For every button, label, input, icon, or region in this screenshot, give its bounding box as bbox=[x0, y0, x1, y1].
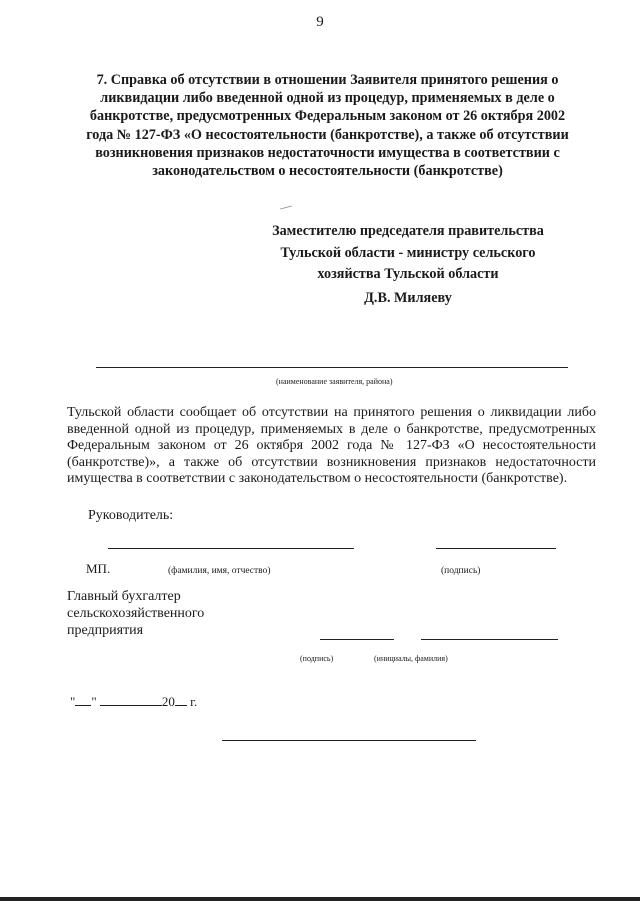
heading-line: года № 127-ФЗ «О несостоятельности (банкротстве), а также об отсутствии bbox=[86, 126, 569, 143]
applicant-caption: (наименование заявителя, района) bbox=[276, 377, 393, 386]
heading-line: законодательством о несостоятельности (банкротстве) bbox=[152, 163, 503, 180]
director-label: Руководитель: bbox=[88, 508, 174, 523]
month-blank bbox=[100, 694, 162, 706]
year-prefix: 20 bbox=[161, 694, 175, 709]
day-blank bbox=[75, 694, 91, 706]
date-line bbox=[70, 694, 197, 710]
scan-artifact bbox=[232, 0, 342, 2]
heading-line: возникновения признаков недостаточности имущества в соответствии с bbox=[95, 144, 560, 161]
year-blank bbox=[175, 694, 187, 706]
applicant-name-line bbox=[96, 367, 568, 368]
body-paragraph: Тульской области сообщает об отсутствии на принятого решения о ликвидации либо введенной одной из процедур, применяемых в деле о банкротстве, предусмотренных Федеральным законом от 26 октября 2002 года № 127-ФЗ «О несостоятельности (банкротстве)», а также об отсутствии возникновения признаков недостаточности имущества в соответствии с законодательством о несостоятельности (банкротстве). bbox=[67, 405, 596, 486]
addressee-block bbox=[248, 221, 568, 286]
accountant-line: сельскохозяйственного bbox=[67, 606, 205, 621]
director-signature-line bbox=[436, 548, 556, 549]
closing-line bbox=[222, 740, 476, 741]
date-close-quote: " bbox=[91, 694, 97, 709]
pen-mark bbox=[280, 205, 292, 209]
addressee-line: хозяйства Тульской области bbox=[317, 266, 499, 282]
director-name-line bbox=[108, 548, 354, 549]
heading-line: 7. Справка об отсутствии в отношении Заявителя принятого решения о bbox=[96, 72, 559, 88]
accountant-signature-line bbox=[320, 639, 394, 640]
addressee-line: Заместителю председателя правительства bbox=[272, 223, 544, 239]
scan-edge bbox=[0, 897, 640, 901]
accountant-line: предприятия bbox=[67, 623, 144, 638]
year-suffix: г. bbox=[190, 694, 198, 709]
page-number: 9 bbox=[316, 14, 324, 30]
date-open-quote: " bbox=[70, 694, 76, 709]
accountant-label bbox=[67, 588, 267, 639]
section-heading bbox=[60, 71, 595, 180]
addressee-name: Д.В. Миляеву bbox=[364, 290, 452, 306]
accountant-line: Главный бухгалтер bbox=[67, 589, 181, 604]
addressee-line: Тульской области - министру сельского bbox=[280, 244, 536, 261]
director-name-caption: (фамилия, имя, отчество) bbox=[168, 566, 271, 576]
stamp-label: МП. bbox=[86, 561, 111, 576]
director-signature-caption: (подпись) bbox=[441, 566, 481, 576]
accountant-initials-caption: (инициалы, фамилия) bbox=[374, 654, 448, 663]
accountant-initials-line bbox=[421, 639, 558, 640]
heading-line: банкротстве, предусмотренных Федеральным законом от 26 октября 2002 bbox=[89, 108, 566, 125]
heading-line: ликвидации либо введенной одной из процедур, применяемых в деле о bbox=[100, 90, 555, 107]
accountant-signature-caption: (подпись) bbox=[300, 654, 334, 663]
